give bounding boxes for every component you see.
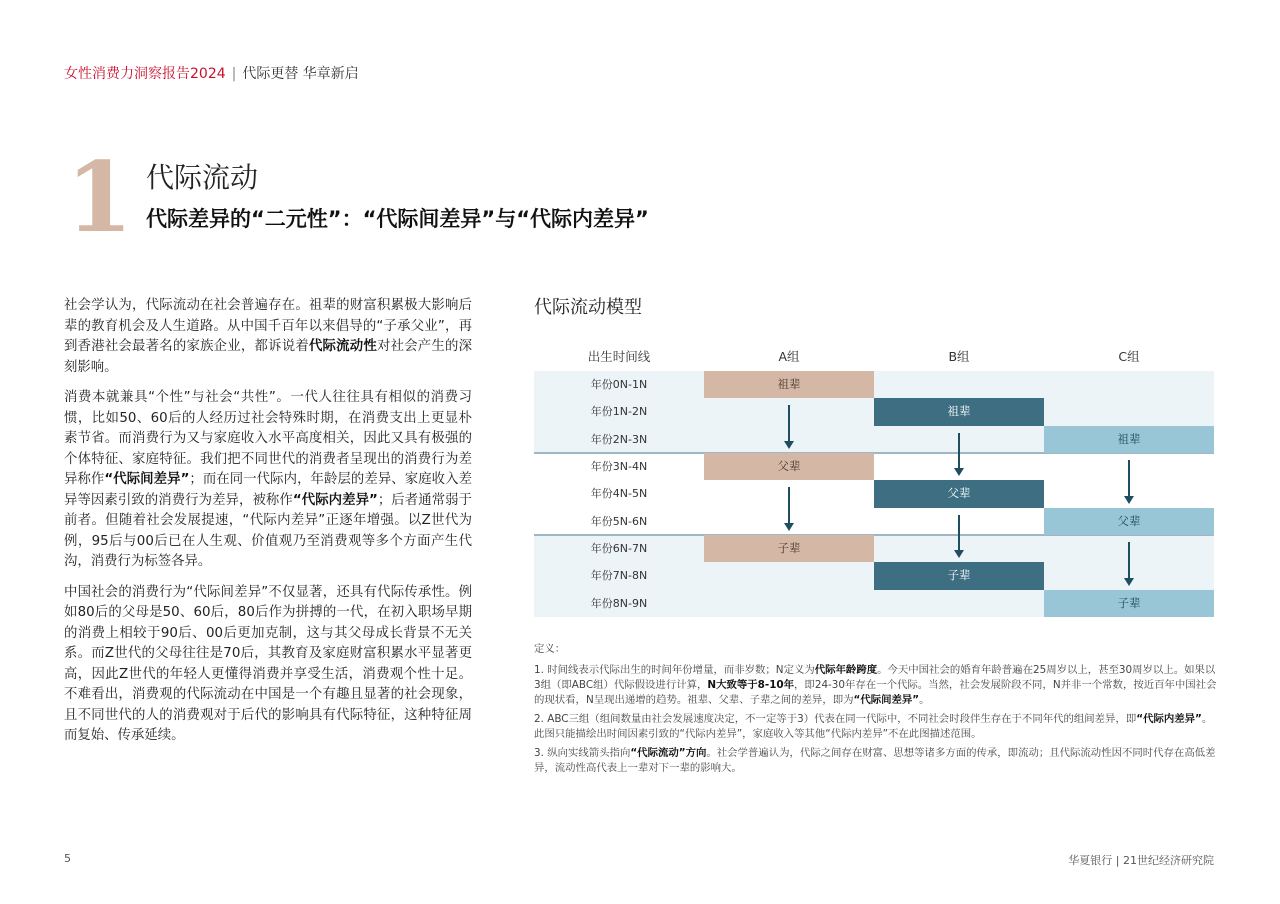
flow-arrow <box>784 487 794 531</box>
note-item-1 <box>534 663 1218 708</box>
note-item-2 <box>534 712 1218 742</box>
chart-cell: 子辈 <box>704 535 874 562</box>
body-paragraph-1-emphasis: 代际流动性 <box>308 339 377 354</box>
chart-column-header: C组 <box>1118 349 1140 364</box>
chart-row-label: 年份0N-1N <box>590 378 648 391</box>
body-paragraph-2-text: ；而在同一代际内，年龄层的差异、家庭收入差异等因素引致的消费行为差异，被称作 <box>64 472 472 508</box>
chart-cell: 子辈 <box>874 562 1044 589</box>
chart-row-label: 年份8N-9N <box>590 596 648 610</box>
report-subtitle: 代际更替 华章新启 <box>242 66 359 82</box>
header-separator: | <box>231 66 237 82</box>
footer-organizations: 华夏银行 | 21世纪经济研究院 <box>1068 854 1214 867</box>
note-item-3-emphasis: “代际流动”方向 <box>630 747 707 759</box>
chart-row-label: 年份7N-8N <box>590 569 648 583</box>
body-text <box>64 296 472 757</box>
chart-column-header: A组 <box>778 349 800 364</box>
note-item-2-text: 。此图只能描绘出时间因素引致的“代际内差异”，家庭收入等其他“代际内差异”不在此图描述范围。 <box>534 713 1213 740</box>
chart-column-header: B组 <box>948 349 970 364</box>
page-number: 5 <box>64 852 71 865</box>
chart-row-label: 年份5N-6N <box>590 514 648 528</box>
flow-arrow <box>784 405 794 449</box>
chart-header-row <box>534 346 1214 368</box>
chart-cell: 父辈 <box>704 453 874 480</box>
note-item-1-text: ，即24-30年存在一个代际。当然，社会发展阶段不同，N并非一个常数，按近百年中国社会的现状看，N呈现出递增的趋势。祖辈、父辈、子辈之间的差异，即为 <box>534 679 1217 706</box>
chart-cell: 父辈 <box>874 480 1044 507</box>
chart-row-label: 年份4N-5N <box>590 487 648 501</box>
body-paragraph-3 <box>64 583 472 747</box>
chart-row-label: 年份1N-2N <box>590 405 648 419</box>
body-paragraph-1 <box>64 296 472 378</box>
body-paragraph-1-text: 对社会产生的深刻影响。 <box>64 339 473 375</box>
note-item-1-text: 1. 时间线表示代际出生的时间年份增量，而非岁数；N定义为 <box>534 664 815 676</box>
body-paragraph-2-emphasis: “代际间差异” <box>104 472 190 487</box>
flow-arrow <box>954 515 964 559</box>
section-subtitle: 代际差异的“二元性”：“代际间差异”与“代际内差异” <box>146 207 649 231</box>
body-paragraph-3-text: 中国社会的消费行为“代际间差异”不仅显著，还具有代际传承性。例如80后的父母是50、60后，80后作为拼搏的一代，在初入职场早期的消费上相较于90后、00后更加克制，这与其父母成长背景不无关系。而Z世代的父母往往是70后，其教育及家庭财富积累水平显著更高，因此Z世代的年轻人更懂得消费并享受生活，消费观个性十足。不难看出，消费观的代际流动在中国是一个有趣且显著的社会现象，且不同世代的人的消费观对于后代的影响具有代际特征，这种特征周而复始、传承延续。 <box>64 584 472 743</box>
chart-cell: 祖辈 <box>704 371 874 398</box>
body-paragraph-1-text: 社会学认为，代际流动在社会普遍存在。祖辈的财富积累极大影响后辈的教育机会及人生道路。从中国千百年以来倡导的“子承父业”，再到香港社会最著名的家族企业，都诉说着 <box>64 298 472 354</box>
chart-cell: 父辈 <box>1044 508 1214 535</box>
report-header <box>64 64 359 84</box>
flow-arrow <box>954 433 964 477</box>
chart-row-label: 年份3N-4N <box>590 459 648 473</box>
chart-cell: 祖辈 <box>1044 426 1214 453</box>
section-title: 代际流动 <box>146 161 259 194</box>
definitions-notes <box>534 642 1218 780</box>
note-item-1-emphasis: 代际年龄跨度 <box>814 664 878 676</box>
flow-arrow <box>1124 460 1134 504</box>
note-item-1-text: 。今天中国社会的婚育年龄普遍在25周岁以上，甚至30周岁以上。如果以3组（即ABC组）代际假设进行计算， <box>534 664 1216 691</box>
body-paragraph-2-text: ；后者通常弱于前者。但随着社会发展提速，“代际内差异”正逐年增强。以Z世代为例，95后与00后已在人生观、价值观乃至消费观等多个方面产生代沟，消费行为标签各异。 <box>64 492 473 569</box>
chart-title: 代际流动模型 <box>534 297 642 318</box>
notes-list <box>534 663 1218 776</box>
chart-column-header: 出生时间线 <box>587 349 651 364</box>
section-number: 1 <box>66 141 133 254</box>
chart-row-label: 年份6N-7N <box>590 541 648 555</box>
body-paragraph-2-text: 消费本就兼具“个性”与社会“共性”。一代人往往具有相似的消费习惯，比如50、60后的人经历过社会特殊时期，在消费支出上更显朴素节省。而消费行为又与家庭收入水平高度相关，因此又具有极强的个体特征、家庭特征。我们把不同世代的消费者呈现出的消费行为差异称作 <box>64 390 472 487</box>
note-item-3 <box>534 746 1218 776</box>
chart-cell: 子辈 <box>1044 590 1214 617</box>
note-item-2-text: 2. ABC三组（组间数量由社会发展速度决定，不一定等于3）代表在同一代际中，不同社会时段伴生存在于不同年代的组间差异，即 <box>534 713 1137 725</box>
note-item-1-emphasis: N大致等于8-10年 <box>707 679 795 691</box>
note-item-3-text: 3. 纵向实线箭头指向 <box>534 747 631 759</box>
notes-title: 定义： <box>534 643 566 655</box>
chart-cell: 祖辈 <box>874 398 1044 425</box>
generation-flow-chart <box>534 371 1214 617</box>
note-item-2-emphasis: “代际内差异” <box>1136 713 1202 725</box>
body-paragraph-2 <box>64 388 472 573</box>
chart-row-label: 年份2N-3N <box>590 432 648 446</box>
report-title: 女性消费力洞察报告2024 <box>64 66 226 82</box>
body-paragraph-2-emphasis: “代际内差异” <box>292 492 378 508</box>
note-item-1-emphasis: “代际间差异” <box>853 694 920 706</box>
flow-arrow <box>1124 542 1134 586</box>
note-item-3-text: 。社会学普遍认为，代际之间存在财富、思想等诸多方面的传承，即流动；且代际流动性因不同时代存在高低差异，流动性高代表上一辈对下一辈的影响大。 <box>534 747 1216 774</box>
note-item-1-text: 。 <box>919 694 930 706</box>
